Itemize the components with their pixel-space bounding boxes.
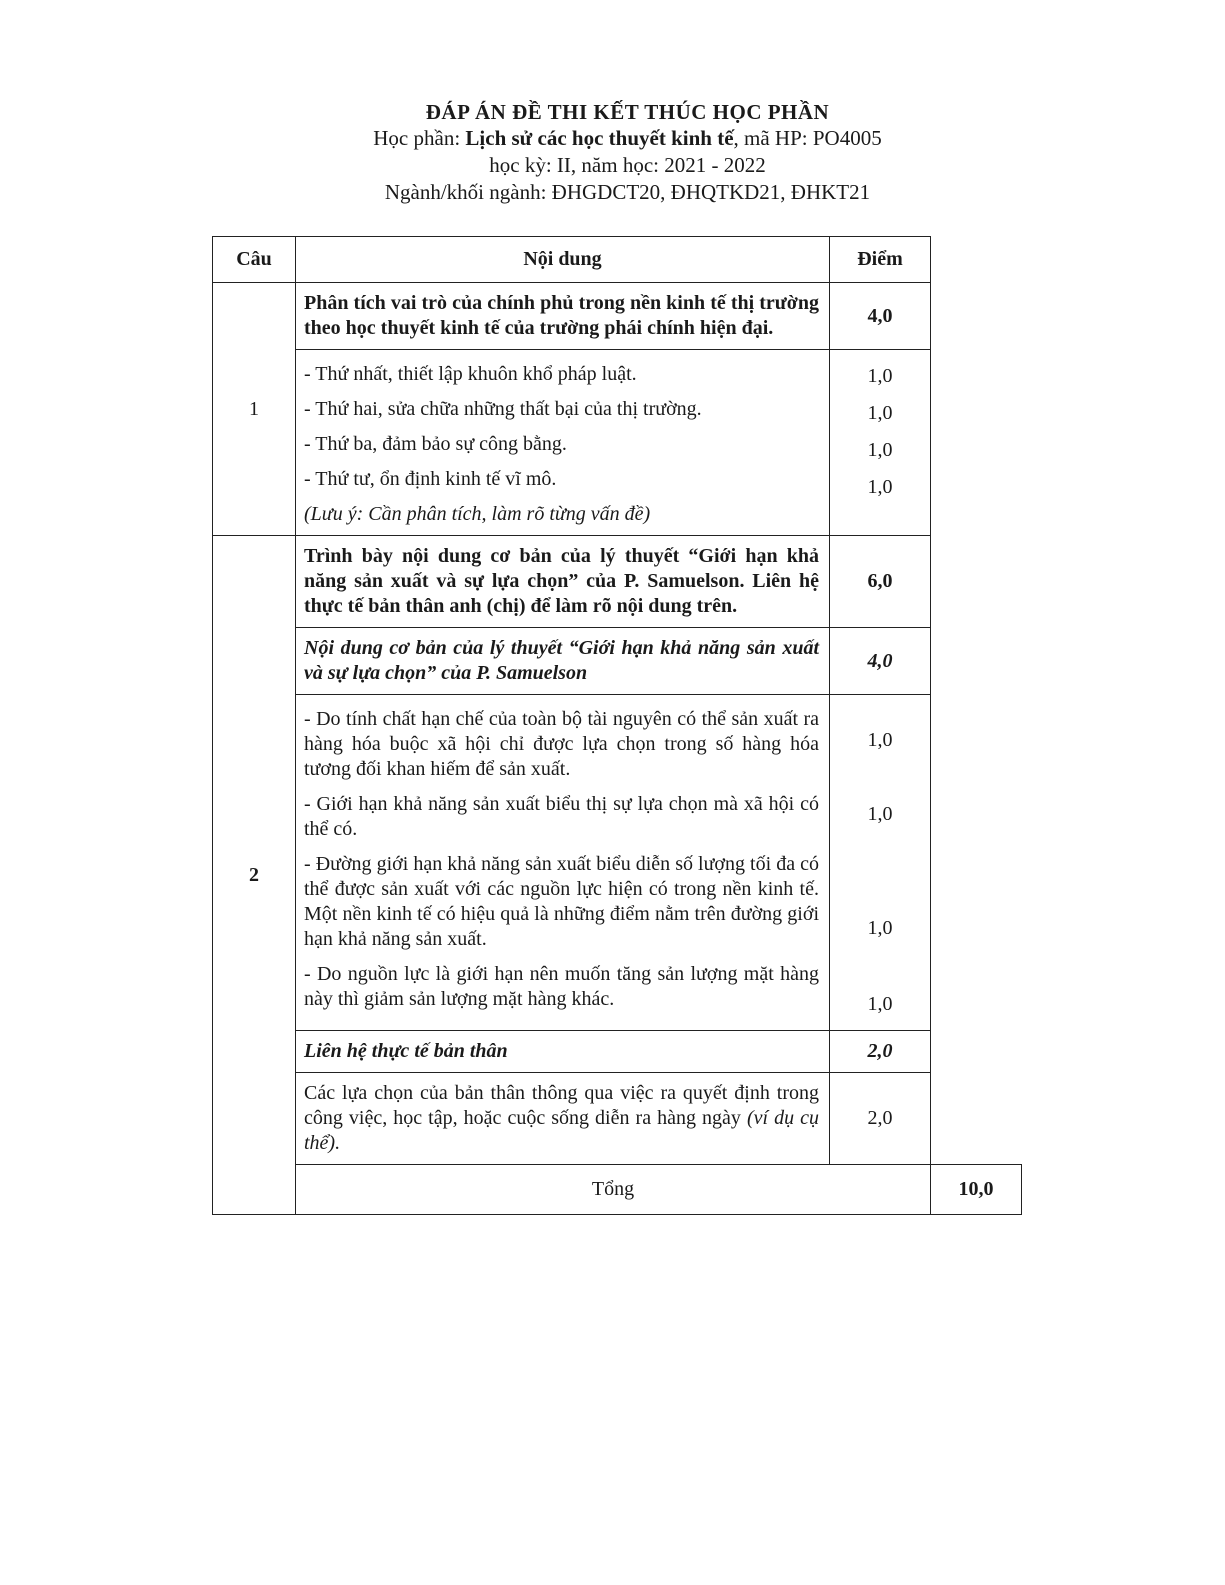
q1-item-2-score: 1,0 (867, 402, 893, 424)
q2-part1-item-2: - Giới hạn khả năng sản xuất biểu thị sự lựa chọn mà xã hội có thể có. (304, 793, 819, 840)
q1-item-2: - Thứ hai, sửa chữa những thất bại của thị trường. (304, 398, 702, 420)
majors-line: Ngành/khối ngành: ĐHGDCT20, ĐHQTKD21, ĐHKT21 (384, 180, 871, 204)
q1-item-1-score: 1,0 (867, 365, 893, 387)
total-row (213, 1165, 1022, 1215)
table-header-row (213, 237, 1022, 283)
course-line (30, 125, 1225, 152)
total-score: 10,0 (931, 1165, 1022, 1215)
q2-part1-item-1-score: 1,0 (867, 729, 893, 751)
q2-part2-item-score: 2,0 (830, 1073, 931, 1165)
q2-score: 6,0 (830, 536, 931, 628)
q2-part1-item-4: - Do nguồn lực là giới hạn nên muốn tăng sản lượng mặt hàng này thì giảm sản lượng mặt hàng khác. (304, 963, 819, 1010)
q1-title-row (213, 283, 1022, 350)
q2-part2-text: Các lựa chọn của bản thân thông qua việc ra quyết định trong công việc, học tập, hoặc cuộc sống diễn ra hàng ngày (304, 1082, 819, 1129)
header-diem: Điểm (830, 237, 931, 283)
q2-title-row (213, 536, 1022, 628)
q2-part1-item-2-score: 1,0 (867, 803, 893, 825)
q1-items-row (213, 350, 1022, 536)
q1-item-4: - Thứ tư, ổn định kinh tế vĩ mô. (304, 468, 557, 490)
q2-part1-item-4-score: 1,0 (867, 993, 893, 1015)
q2-part2-text-cell (296, 1073, 830, 1165)
document-title: ĐÁP ÁN ĐỀ THI KẾT THÚC HỌC PHẦN (425, 100, 830, 124)
header-cau: Câu (213, 237, 296, 283)
q1-title: Phân tích vai trò của chính phủ trong nền kinh tế thị trường theo học thuyết kinh tế của trường phái chính hiện đại. (296, 283, 830, 350)
q1-item-3-score: 1,0 (867, 439, 893, 461)
answer-table (212, 236, 1022, 1215)
course-prefix: Học phần: (373, 126, 466, 150)
q2-part2-text-row (213, 1073, 1022, 1165)
q2-part2-title-row (213, 1031, 1022, 1073)
q1-item-4-score: 1,0 (867, 476, 893, 498)
q2-part1-item-3: - Đường giới hạn khả năng sản xuất biểu diễn số lượng tối đa có thể được sản xuất với các nguồn lực hiện có trong nền kinh tế. Một nền kinh tế có hiệu quả là những điểm nằm trên đường giới hạn khả năng sản xuất. (304, 853, 819, 950)
q2-part1-title: Nội dung cơ bản của lý thuyết “Giới hạn khả năng sản xuất và sự lựa chọn” của P. Samuelson (296, 628, 830, 695)
q2-part1-items-row (213, 695, 1022, 1031)
q2-part1-item-1: - Do tính chất hạn chế của toàn bộ tài nguyên có thể sản xuất ra hàng hóa buộc xã hội chỉ được lựa chọn trong số hàng hóa tương đối khan hiếm để sản xuất. (304, 708, 819, 780)
q2-part1-item-3-score: 1,0 (867, 917, 893, 939)
q1-score: 4,0 (830, 283, 931, 350)
q2-number: 2 (213, 536, 296, 1215)
course-name: Lịch sử các học thuyết kinh tế (465, 126, 734, 150)
q1-item-3: - Thứ ba, đảm bảo sự công bằng. (304, 433, 567, 455)
q2-part1-item-scores (830, 695, 931, 1031)
course-suffix: , mã HP: PO4005 (733, 126, 882, 150)
q1-item-scores (830, 350, 931, 536)
q2-part1-title-row (213, 628, 1022, 695)
document-header (0, 100, 1225, 206)
total-label: Tổng (296, 1165, 931, 1215)
q1-number: 1 (213, 283, 296, 536)
q2-part2-example: (ví dụ cụ thể). (304, 1107, 819, 1154)
semester-line: học kỳ: II, năm học: 2021 - 2022 (489, 153, 766, 177)
q2-part1-score: 4,0 (830, 628, 931, 695)
q2-part1-items (296, 695, 830, 1031)
q2-part2-score: 2,0 (830, 1031, 931, 1073)
header-noidung: Nội dung (296, 237, 830, 283)
q1-note: (Lưu ý: Cần phân tích, làm rõ từng vấn đề) (304, 503, 651, 525)
q2-part2-title: Liên hệ thực tế bản thân (296, 1031, 830, 1073)
q2-title: Trình bày nội dung cơ bản của lý thuyết “Giới hạn khả năng sản xuất và sự lựa chọn” của P. Samuelson. Liên hệ thực tế bản thân anh (chị) để làm rõ nội dung trên. (296, 536, 830, 628)
q1-items (296, 350, 830, 536)
q1-item-1: - Thứ nhất, thiết lập khuôn khổ pháp luật. (304, 363, 637, 385)
